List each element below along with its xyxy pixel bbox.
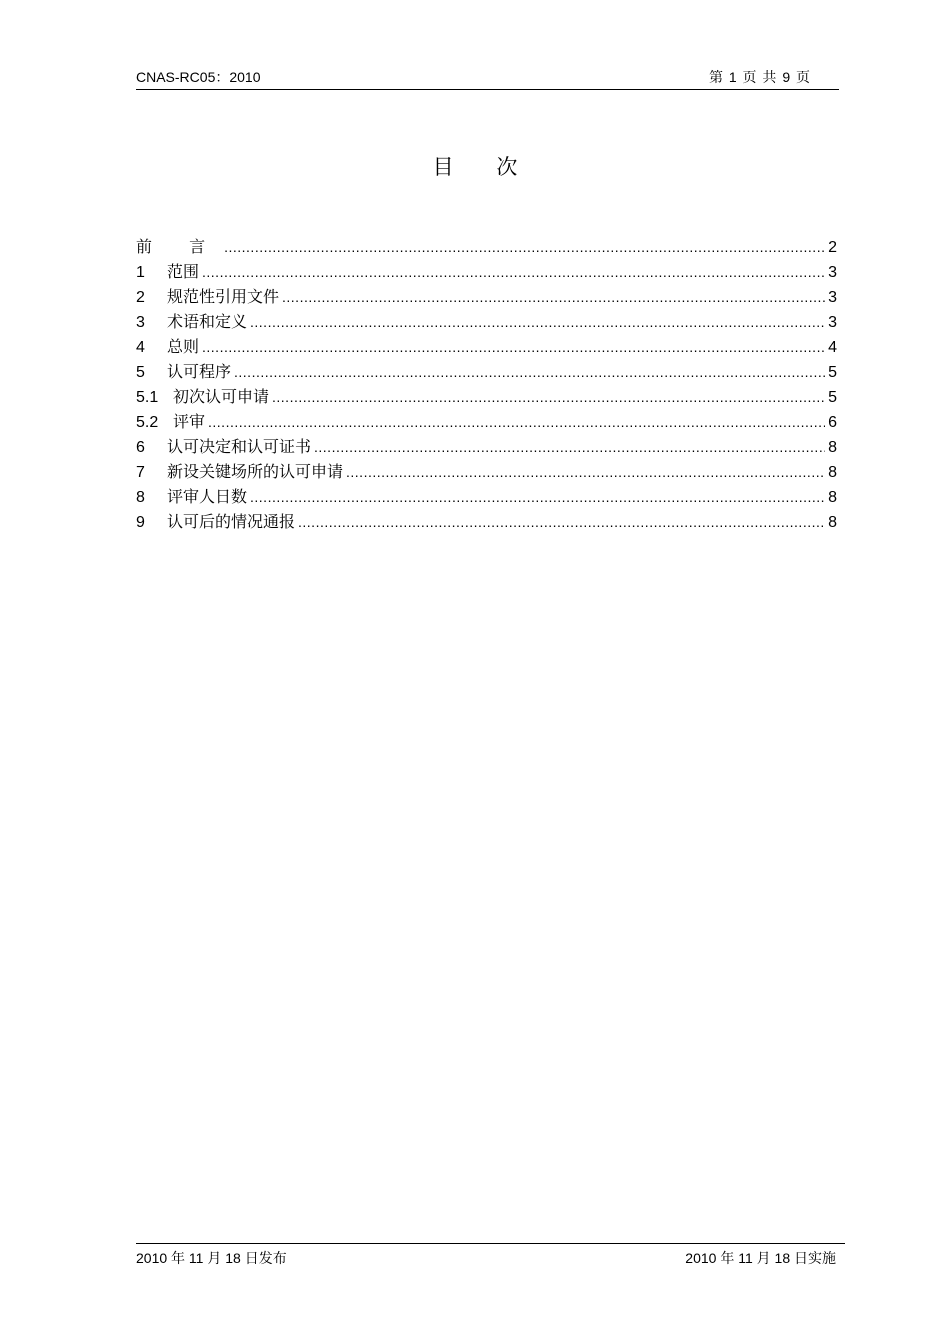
toc-entry-number: 2 — [136, 289, 145, 306]
toc-entry-number: 1 — [136, 264, 145, 281]
toc-entry-3[interactable] — [136, 309, 837, 334]
toc-entry-page: 5 — [828, 364, 837, 381]
page-number-info: 第 1 页 共 9 页 — [708, 69, 811, 85]
toc-entry-text: 初次认可申请 — [173, 387, 270, 406]
toc-leader-dots — [250, 485, 825, 509]
toc-leader-dots — [202, 335, 825, 359]
toc-entry-page: 8 — [828, 439, 837, 456]
toc-title: 目 次 — [432, 155, 536, 179]
toc-leader-dots — [250, 310, 825, 334]
toc-entry-page: 4 — [828, 339, 837, 356]
toc-entry-8[interactable] — [136, 484, 837, 509]
toc-entry-page: 3 — [828, 289, 837, 306]
toc-entry-text: 规范性引用文件 — [167, 287, 280, 306]
toc-entry-1[interactable] — [136, 259, 837, 284]
toc-entry-2[interactable] — [136, 284, 837, 309]
toc-entry-number: 9 — [136, 514, 145, 531]
toc-leader-dots — [282, 285, 825, 309]
toc-entry-page: 8 — [828, 514, 837, 531]
toc-leader-dots — [314, 435, 825, 459]
toc-entry-page: 8 — [828, 464, 837, 481]
toc-entry-4[interactable] — [136, 334, 837, 359]
toc-entry-text: 评审 — [173, 412, 206, 431]
toc-entry-text: 认可程序 — [167, 362, 232, 381]
toc-entry-page: 3 — [828, 264, 837, 281]
toc-entry-text: 新设关键场所的认可申请 — [167, 462, 344, 481]
toc-entry-number: 6 — [136, 439, 145, 456]
toc-leader-dots — [208, 410, 825, 434]
toc-entry-text: 前 言 — [136, 237, 222, 256]
toc-entry-number: 8 — [136, 489, 145, 506]
toc-entry-foreword[interactable] — [136, 234, 837, 259]
page-header — [136, 68, 839, 90]
toc-entry-page: 3 — [828, 314, 837, 331]
toc-entry-number: 5.1 — [136, 389, 159, 406]
toc-entry-number: 7 — [136, 464, 145, 481]
toc-leader-dots — [224, 235, 825, 259]
effective-date: 2010 年 11 月 18 日实施 — [685, 1250, 836, 1266]
toc-entry-page: 8 — [828, 489, 837, 506]
toc-entry-number: 3 — [136, 314, 145, 331]
toc-entry-number: 5.2 — [136, 414, 159, 431]
toc-entry-text: 范围 — [167, 262, 200, 281]
toc-leader-dots — [234, 360, 825, 384]
toc-entry-text: 术语和定义 — [167, 312, 248, 331]
toc-entry-9[interactable] — [136, 509, 837, 534]
toc-leader-dots — [346, 460, 825, 484]
toc-entry-text: 认可后的情况通报 — [167, 512, 296, 531]
toc-entry-5-1[interactable] — [136, 384, 837, 409]
issue-date: 2010 年 11 月 18 日发布 — [136, 1250, 287, 1266]
toc-entry-page: 2 — [828, 239, 837, 256]
toc-entry-text: 评审人日数 — [167, 487, 248, 506]
toc-leader-dots — [202, 260, 825, 284]
toc-leader-dots — [298, 510, 825, 534]
toc-entry-page: 6 — [828, 414, 837, 431]
toc-leader-dots — [272, 385, 825, 409]
document-code: CNAS-RC05：2010 — [136, 69, 261, 85]
toc-entry-text: 认可决定和认可证书 — [167, 437, 312, 456]
table-of-contents — [136, 234, 837, 534]
page-footer — [136, 1243, 845, 1266]
toc-entry-text: 总则 — [167, 337, 200, 356]
toc-entry-5[interactable] — [136, 359, 837, 384]
toc-entry-7[interactable] — [136, 459, 837, 484]
toc-entry-6[interactable] — [136, 434, 837, 459]
toc-entry-page: 5 — [828, 389, 837, 406]
toc-entry-number: 5 — [136, 364, 145, 381]
toc-entry-5-2[interactable] — [136, 409, 837, 434]
toc-entry-number: 4 — [136, 339, 145, 356]
